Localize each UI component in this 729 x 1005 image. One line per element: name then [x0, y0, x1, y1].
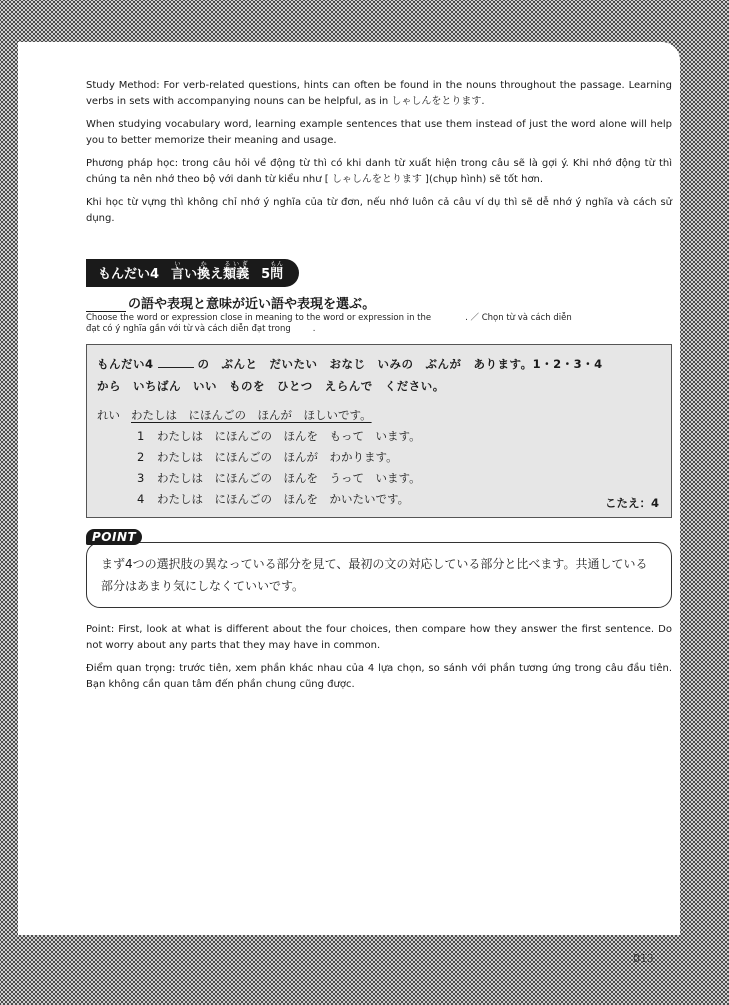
point-box: まず4つの選択肢の異なっている部分を見て、最初の文の対応している部分と比べます。共通している部分はあまり気にしなくていいです。: [86, 542, 672, 608]
section-heading: [86, 253, 672, 289]
point-vi: Điểm quan trọng: trước tiên, xem phần khác nhau của 4 lựa chọn, so sánh với phần tương ứng trong câu đầu tiên. Bạn không cần quan tâm đến phần chung cũng được.: [86, 663, 672, 690]
example-option: 1 わたしは にほんごの ほんを もって います。: [137, 429, 421, 443]
example-answer: こたえ：4: [604, 496, 659, 510]
intro-study-method-en: Study Method: For verb-related questions, hints can often be found in the nouns throughout the passage. Learning verbs in sets with accompanying nouns can be helpful, as in しゃしんをとります.: [86, 80, 672, 107]
question-count: 5問もん: [261, 261, 284, 282]
intro-study-method-vi: Phương pháp học: trong câu hỏi về động từ thì có khi danh từ xuất hiện trong câu sẽ là gợi ý. Khi nhớ động từ thì chúng ta nên nhớ theo bộ với danh từ kiểu như [ しゃしんをとります ](chụp hình) sẽ tốt hơn.: [86, 158, 672, 185]
example-option: 2 わたしは にほんごの ほんが わかります。: [137, 450, 398, 464]
example-option: 3 わたしは にほんごの ほんを うって います。: [137, 471, 421, 485]
example-box: [86, 344, 672, 518]
intro-vocab-tip-en: When studying vocabulary word, learning example sentences that use them instead of just the word alone will help you to better memorize their meaning and usage.: [86, 119, 672, 146]
blank-underline: [158, 355, 194, 368]
section-subtitle-translation: Choose the word or expression close in meaning to the word or expression in the . ／ Chọn từ và cách diễn đạt có ý nghĩa gần với từ và cách diễn đạt trong .: [86, 313, 572, 334]
mondai-label: もんだい4: [98, 267, 160, 282]
blank-underline: [86, 298, 126, 312]
point-translations: [86, 622, 672, 693]
page-number: 013: [633, 952, 654, 965]
page-content: [86, 78, 672, 700]
intro-vocab-tip-vi: Khi học từ vựng thì không chỉ nhớ ý nghĩa của từ đơn, nếu nhớ luôn cả câu ví dụ thì sẽ dễ nhớ ý nghĩa và cách sử dụng.: [86, 197, 672, 224]
section-heading-pill: [86, 259, 299, 287]
page-sheet: [18, 42, 680, 935]
section-title: 言いい換かえ類義るいぎ: [171, 261, 250, 282]
example-question-text: わたしは にほんごの ほんが ほしいです。: [131, 408, 372, 422]
point-tag: POINT: [86, 529, 142, 545]
example-question: [97, 405, 661, 426]
point-en: Point: First, look at what is different about the four choices, then compare how they answer the first sentence. Do not worry about any parts that they may have in common.: [86, 624, 672, 651]
section-subtitle: の語や表現と意味が近い語や表現を選ぶ。: [86, 293, 672, 312]
example-option: 4 わたしは にほんごの ほんを かいたいです。: [137, 492, 410, 506]
example-label: れい: [97, 408, 120, 422]
example-instructions: もんだい4 の ぶんと だいたい おなじ いみの ぶんが あります。1・2・3・4 から いちばん いい ものを ひとつ えらんで ください。: [97, 357, 603, 393]
